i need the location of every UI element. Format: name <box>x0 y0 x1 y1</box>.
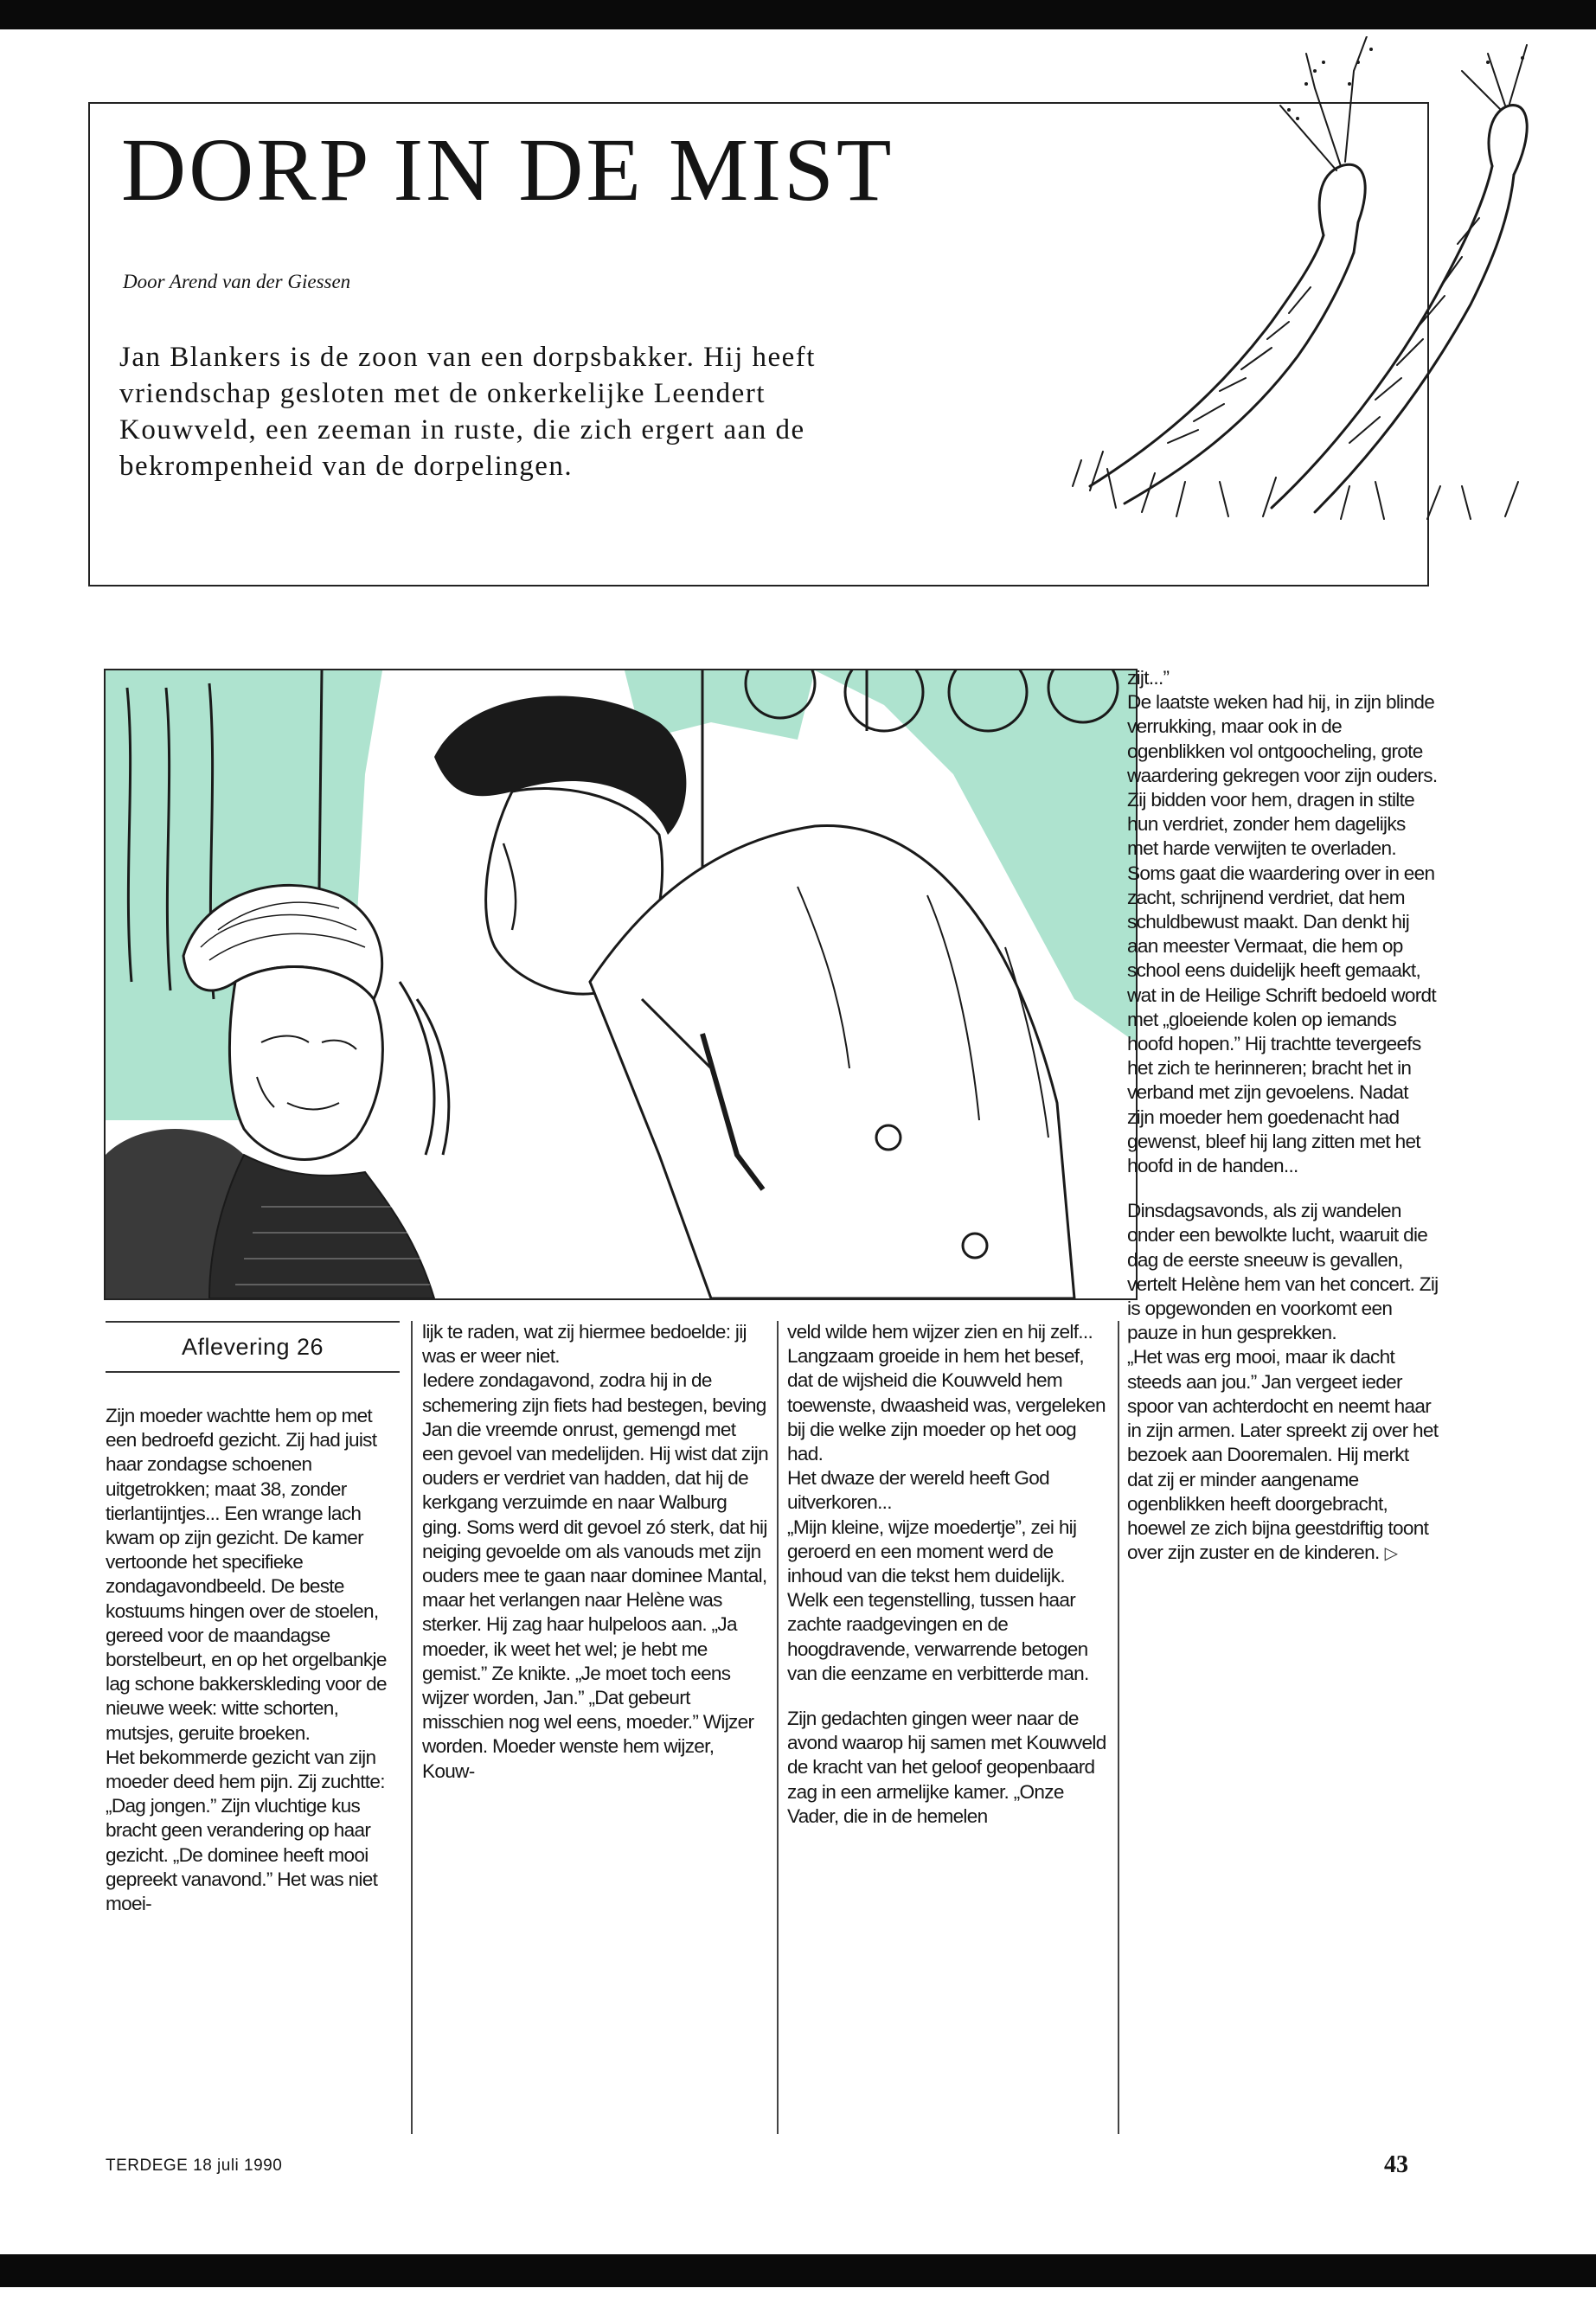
article-title: DORP IN DE MIST <box>121 120 894 220</box>
paragraph: Zijn gedachten gingen weer naar de avond waarop hij samen met Kouwveld de kracht van het geloof geopenbaard zag in een armelijke kamer. „Onze Vader, die in de hemelen <box>787 1708 1106 1827</box>
text-column-3 <box>787 1320 1107 1829</box>
article-byline: Door Arend van der Giessen <box>123 271 351 292</box>
article-intro: Jan Blankers is de zoon van een dorpsbakker. Hij heeft vriendschap gesloten met de onkerkelijke Leendert Kouwveld, een zeeman in ruste, die zich ergert aan de bekrompenheid van de dorpelingen. <box>119 342 816 482</box>
publication-info: TERDEGE 18 juli 1990 <box>106 2157 283 2175</box>
text-column-4 <box>1127 666 1439 1566</box>
page-number: 43 <box>1384 2151 1408 2178</box>
column-rule-1 <box>411 1321 413 2134</box>
text-column-1 <box>106 1319 400 1916</box>
column-rule-3 <box>1118 1321 1119 2134</box>
paragraph: zijt...” De laatste weken had hij, in zijn blinde verrukking, maar ook in de ogenblikken vol ontgoocheling, grote waardering gekregen voor zijn ouders. Zij bidden voor hem, dragen in stilte hun verdriet, zonder hem dagelijks met harde verwijten te overladen. Soms gaat die waardering over in een zacht, schrijnend verdriet, dat hem schuldbewust maakt. Dan denkt hij aan meester Vermaat, die hem op school eens duidelijk heeft gemaakt, wat in de Heilige Schrift bedoeld wordt met „gloeiende kolen op iemands hoofd hopen.” Hij trachtte tevergeefs het zich te herinneren; bracht het in verband met zijn gevoelens. Nadat zijn moeder hem goedenacht had gewenst, bleef hij lang zitten met het hoofd in de handen... <box>1127 667 1438 1177</box>
continued-arrow-icon: ▷ <box>1384 1544 1398 1564</box>
episode-label: Aflevering 26 <box>181 1333 324 1360</box>
text-column-2 <box>422 1320 768 1784</box>
paragraph: veld wilde hem wijzer zien en hij zelf... Langzaam groeide in hem het besef, dat de wijsheid die Kouwveld hem toewenste, dwaasheid was, vergeleken bij die welke zijn moeder op het oog had. Het dwaze der wereld heeft God uitverkoren... „Mijn kleine, wijze moedertje”, zei hij geroerd en een moment werd de inhoud van die tekst hem duidelijk. Welk een tegenstelling, tussen haar zachte raadgevingen en de hoogdravende, verwarrende betogen van die eenzame en verbitterde man. <box>787 1321 1106 1684</box>
willow-trees-illustration <box>1055 36 1540 521</box>
story-illustration <box>104 669 1138 1300</box>
paragraph <box>1127 1199 1439 1566</box>
paragraph: Zijn moeder wachtte hem op met een bedroefd gezicht. Zij had juist haar zondagse schoenen uitgetrokken; maat 38, zonder tierlantijntjes... Een wrange lach kwam op zijn gezicht. De kamer vertoonde het specifieke zondagavondbeeld. De beste kostuums hingen over de stoelen, gereed voor de maandagse borstelbeurt, en op het orgelbankje lag schone bakkerskleding voor de nieuwe week: witte schorten, mutsjes, geruite broeken. Het bekommerde gezicht van zijn moeder deed hem pijn. Zij zuchtte: „Dag jongen.” Zijn vluchtige kus bracht geen verandering op haar gezicht. „De dominee heeft mooi gepreekt vanavond.” Het was niet moei- <box>106 1405 387 1915</box>
column-rule-2 <box>777 1321 779 2134</box>
scan-edge-bottom <box>0 2254 1596 2287</box>
episode-label-box <box>106 1321 400 1373</box>
scan-edge-top <box>0 0 1596 29</box>
paragraph-text: Dinsdagsavonds, als zij wandelen onder een bewolkte lucht, waaruit die dag de eerste sneeuw is gevallen, vertelt Helène hem van het concert. Zij is opgewonden en voorkomt een pauze in hun gesprekken. „Het was erg mooi, maar ik dacht steeds aan jou.” Jan vergeet ieder spoor van achterdocht en neemt haar in zijn armen. Later spreekt zij over het bezoek aan Dooremalen. Hij merkt dat zij er minder aangename ogenblikken heeft doorgebracht, hoewel ze zich bijna geestdriftig toont over zijn zuster en de kinderen. <box>1127 1200 1439 1564</box>
paragraph: lijk te raden, wat zij hiermee bedoelde: jij was er weer niet. Iedere zondagavond, zodra hij in de schemering zijn fiets had bestegen, beving Jan die vreemde onrust, gemengd met een gevoel van medelijden. Hij wist dat zijn ouders er verdriet van hadden, dat hij de kerkgang verzuimde en naar Walburg ging. Soms werd dit gevoel zó sterk, dat hij neiging gevoelde om als vanouds met zijn ouders mee te gaan naar dominee Mantal, maar het verlangen naar Helène was sterker. Hij zag haar hulpeloos aan. „Ja moeder, ik weet het wel; je hebt me gemist.” Ze knikte. „Je moet toch eens wijzer worden, Jan.” „Dat gebeurt misschien nog wel eens, moeder.” Wijzer worden. Moeder wenste hem wijzer, Kouw- <box>422 1321 768 1782</box>
